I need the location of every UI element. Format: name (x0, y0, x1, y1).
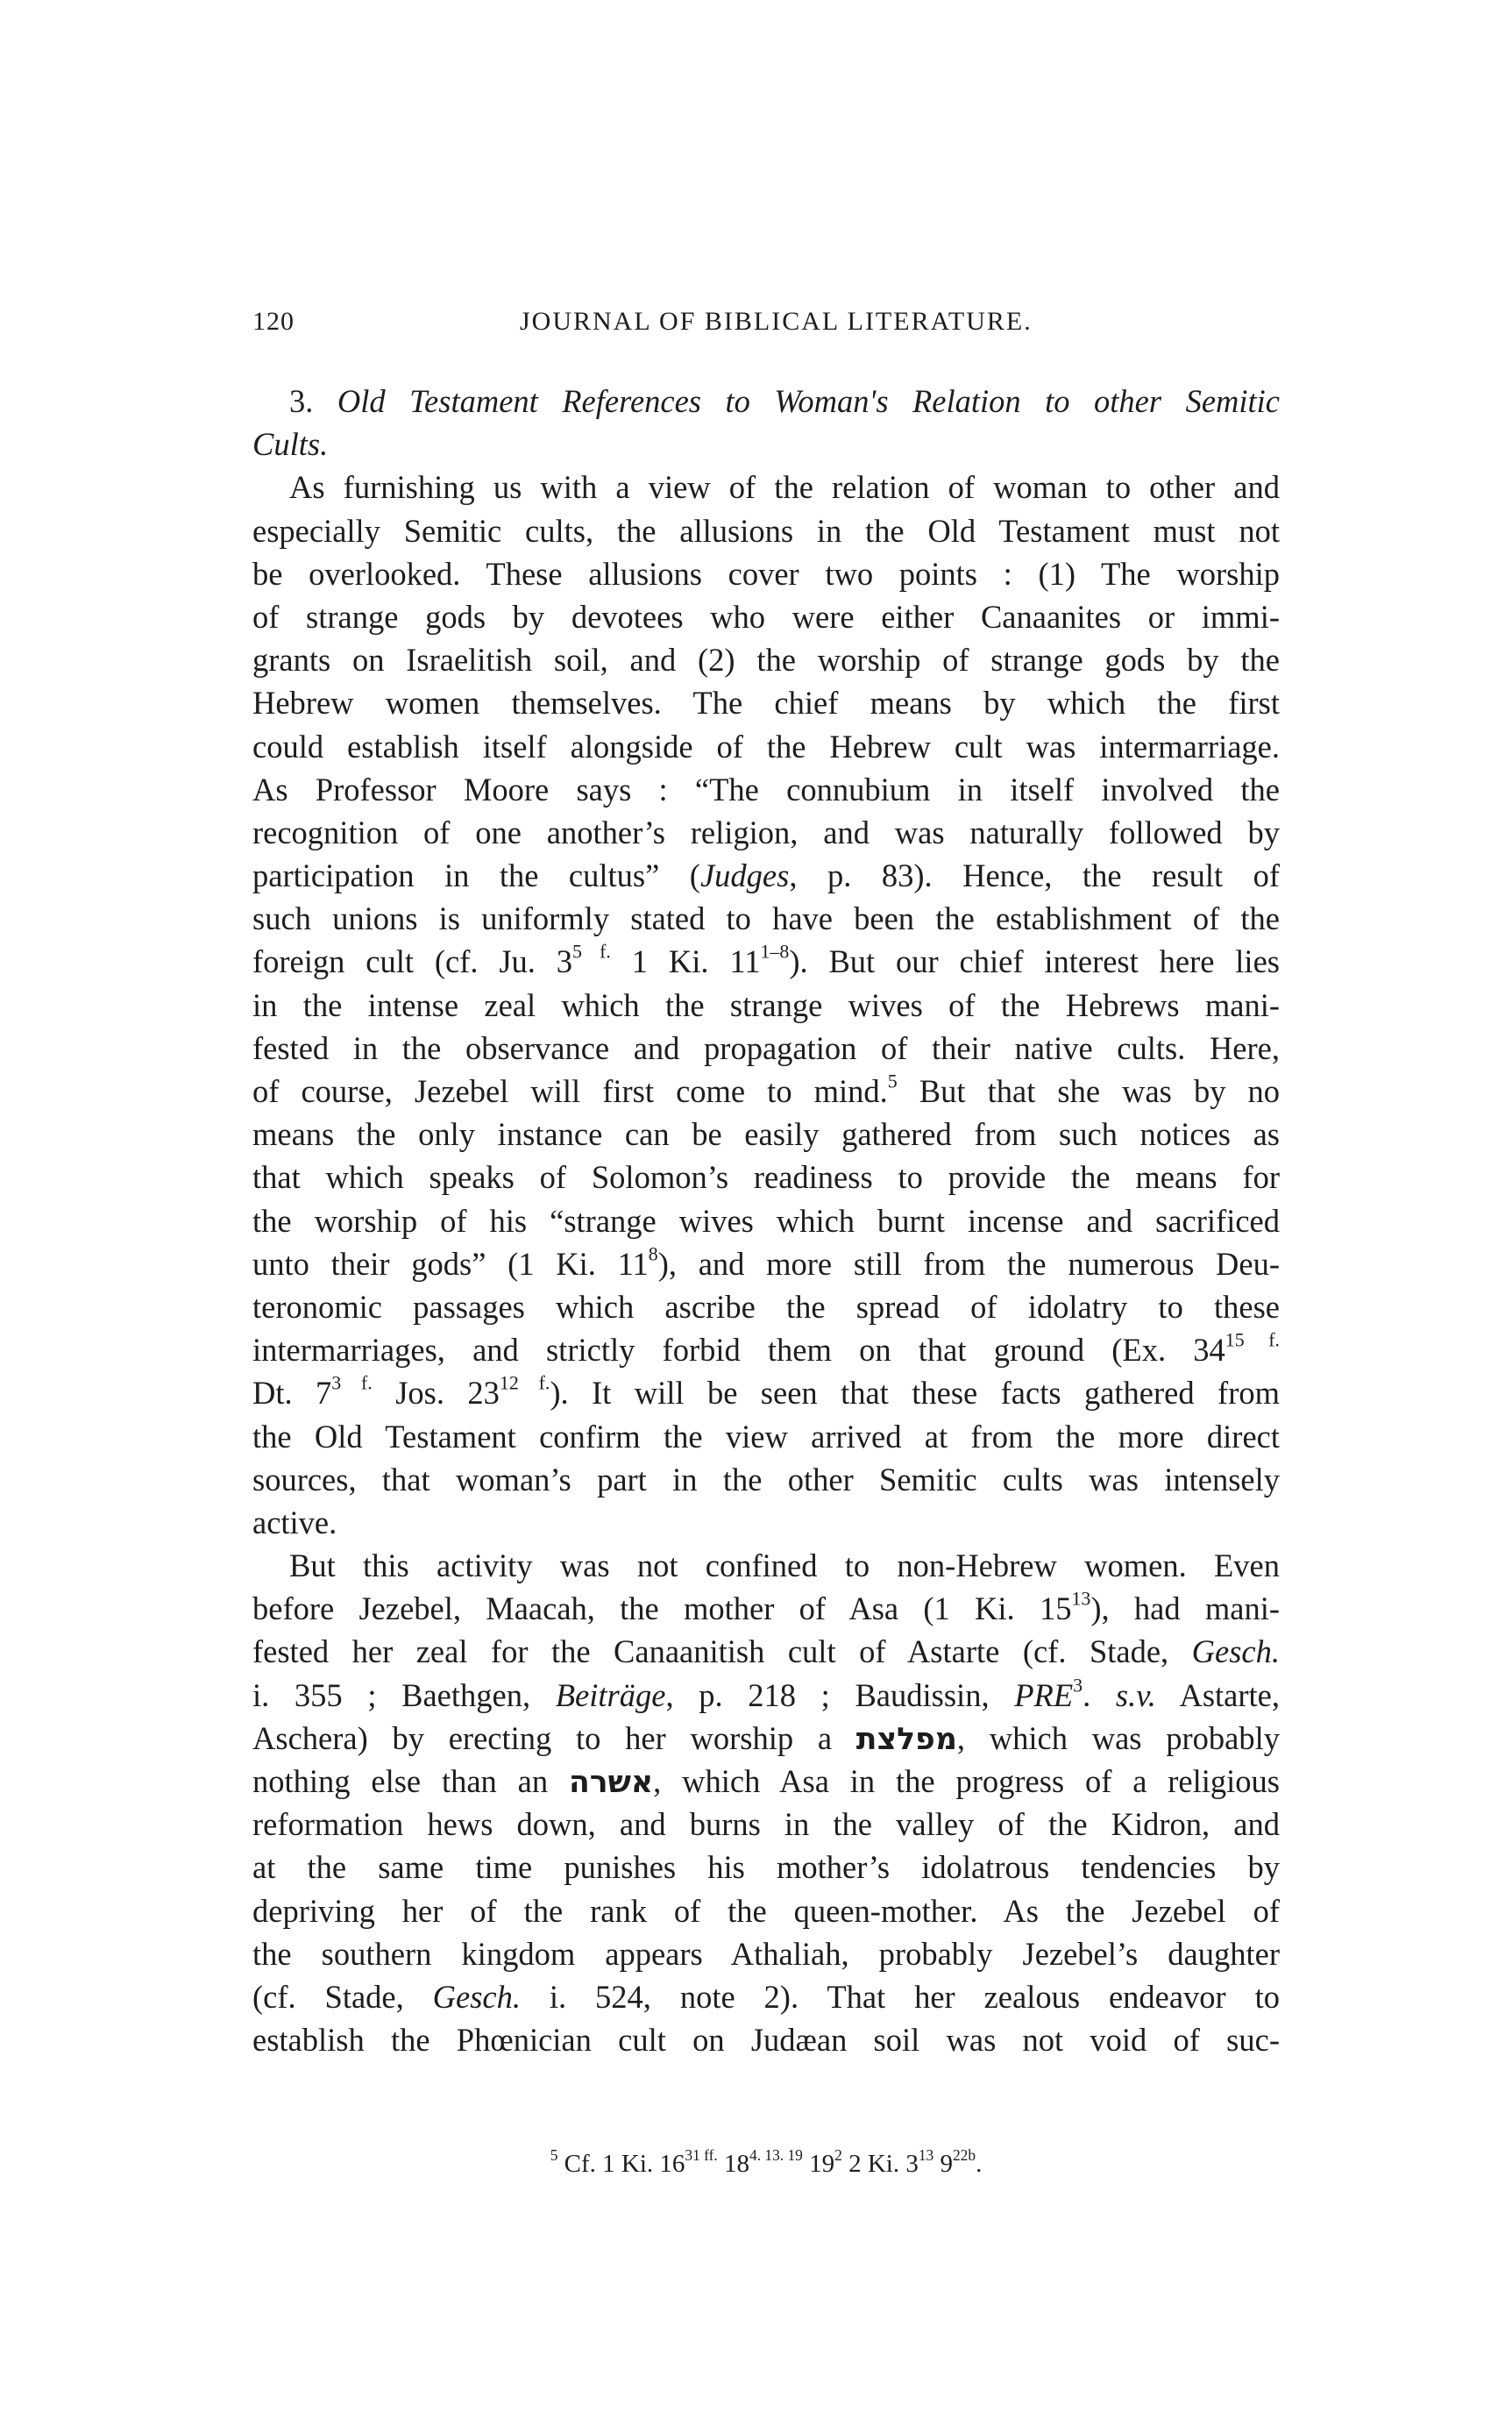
text-run: . (976, 2150, 983, 2178)
abbrev: s.v. (1115, 1676, 1156, 1713)
section-title: Old Testament References to Woman's Relation to other Semitic (337, 383, 1280, 419)
hebrew-word: מפלצת (855, 1721, 957, 1757)
para2-line: establish the Phœnician cult on Judæan soil was not void of suc- (252, 2022, 1280, 2059)
para2-line (252, 1674, 1280, 1717)
para1-line: could establish itself alongside of the Hebrew cult was intermarriage. (252, 728, 1280, 765)
para1-line (252, 1070, 1280, 1113)
text-run: 18 (717, 2150, 749, 2178)
text-run: fested her zeal for the Canaanitish cult of Astarte (cf. Stade, (252, 1633, 1192, 1670)
para1-line: As Professor Moore says : “The connubium in itself involved the (252, 771, 1280, 807)
para2-line: at the same time punishes his mother’s idolatrous tendencies by (252, 1849, 1280, 1886)
section-heading (252, 380, 1280, 423)
book-title: PRE (1014, 1676, 1074, 1713)
footnote (252, 2146, 1280, 2181)
verse-superscript: 2 (834, 2145, 842, 2164)
text-run: . (1083, 1676, 1116, 1713)
para1-line: Hebrew women themselves. The chief means by which the first (252, 685, 1280, 722)
para1-line (252, 1371, 1280, 1414)
text-run: before Jezebel, Maacah, the mother of Asa (1 Ki. 15 (252, 1590, 1072, 1627)
para2-line: the southern kingdom appears Athaliah, probably Jezebel’s daughter (252, 1935, 1280, 1972)
para2-line: reformation hews down, and burns in the valley of the Kidron, and (252, 1806, 1280, 1843)
book-title: Gesch. (1191, 1633, 1280, 1670)
text-run: , p. 83). Hence, the result of (789, 857, 1281, 894)
verse-superscript: 13 (918, 2145, 934, 2164)
text-run: 9 (933, 2150, 953, 2178)
text-run: ), had mani- (1090, 1590, 1280, 1627)
text-run: Astarte, (1155, 1676, 1280, 1713)
text-run: Cf. 1 Ki. 16 (557, 2150, 685, 2178)
para1-line (252, 1328, 1280, 1371)
para2-line (252, 1975, 1280, 2018)
verse-superscript: 1–8 (760, 941, 790, 964)
text-run: ). It will be seen that these facts gathered from (550, 1375, 1280, 1412)
book-title: Gesch. (432, 1978, 521, 2015)
verse-superscript: 31 ff. (685, 2145, 718, 2164)
para1-line: be overlooked. These allusions cover two points : (1) The worship (252, 555, 1280, 592)
text-run: i. 355 ; Baethgen, (252, 1676, 556, 1713)
verse-superscript: 13 (1071, 1587, 1091, 1610)
para1-line: the Old Testament confirm the view arrived at from the more direct (252, 1418, 1280, 1455)
text-run: 1 Ki. 11 (610, 943, 761, 980)
text-run: intermarriages, and strictly forbid them on that ground (Ex. 34 (252, 1332, 1225, 1369)
text-run: i. 524, note 2). That her zealous endeavor to (521, 1978, 1280, 2015)
text-run: , p. 218 ; Baudissin, (665, 1676, 1015, 1713)
text-run: ), and more still from the numerous Deu- (657, 1245, 1280, 1282)
para1-line: that which speaks of Solomon’s readiness to provide the means for (252, 1159, 1280, 1196)
section-title-cont: Cults. (252, 426, 329, 463)
page-header (252, 307, 1280, 345)
para1-line (252, 1242, 1280, 1285)
running-head: JOURNAL OF BIBLICAL LITERATURE. (520, 307, 1033, 336)
para2-line (252, 1717, 1280, 1760)
text-run: 2 Ki. 3 (841, 2150, 919, 2178)
edition-superscript: 3 (1073, 1674, 1083, 1697)
para1-line: fested in the observance and propagation of their native cults. Here, (252, 1029, 1280, 1066)
para2-line: But this activity was not confined to non-Hebrew women. Even (289, 1547, 1280, 1584)
text-run: , which was probably (956, 1719, 1280, 1756)
footnote-marker: 5 (887, 1070, 898, 1092)
body-text (252, 380, 1280, 2061)
book-title: Judges (699, 857, 790, 894)
para1-line: sources, that woman’s part in the other Semitic cults was intensely (252, 1461, 1280, 1498)
text-run: (cf. Stade, (252, 1978, 433, 2015)
para2-line (252, 1587, 1280, 1630)
section-heading-cont (252, 423, 1280, 466)
para1-line: active. (252, 1504, 337, 1540)
para1-line: such unions is uniformly stated to have been the establishment of the (252, 900, 1280, 937)
para1-line: grants on Israelitish soil, and (2) the worship of strange gods by the (252, 642, 1280, 679)
para1-line: means the only instance can be easily gathered from such notices as (252, 1116, 1280, 1153)
verse-superscript: 8 (648, 1242, 658, 1265)
para2-line (252, 1630, 1280, 1673)
text-run: Jos. 23 (372, 1375, 500, 1412)
para1-line: in the intense zeal which the strange wives of the Hebrews mani- (252, 986, 1280, 1023)
text-run: 19 (802, 2150, 835, 2178)
text-run: participation in the cultus” ( (252, 857, 700, 894)
para1-line: teronomic passages which ascribe the spread of idolatry to these (252, 1288, 1280, 1325)
para2-line: depriving her of the rank of the queen-mother. As the Jezebel of (252, 1892, 1280, 1929)
text-run: unto their gods” (1 Ki. 11 (252, 1245, 649, 1282)
text-run: of course, Jezebel will first come to mind. (252, 1073, 888, 1109)
text-run: , which Asa in the progress of a religious (653, 1763, 1280, 1799)
verse-superscript: 5 f. (572, 941, 611, 964)
section-number: 3. (289, 383, 314, 419)
text-run: Dt. 7 (252, 1375, 332, 1412)
hebrew-word: אשרה (568, 1765, 654, 1800)
text-run: But that she was by no (897, 1073, 1281, 1109)
verse-superscript: 12 f. (499, 1371, 550, 1394)
verse-superscript: 22b (952, 2145, 976, 2164)
para1-line: especially Semitic cults, the allusions in the Old Testament must not (252, 512, 1280, 549)
text-run: ). But our chief interest here lies (789, 943, 1280, 980)
verse-superscript: 3 f. (331, 1371, 373, 1394)
page-number: 120 (252, 307, 295, 336)
text-run: Aschera) by erecting to her worship a (252, 1719, 856, 1756)
para1-line: recognition of one another’s religion, and was naturally followed by (252, 814, 1280, 850)
para1-line: the worship of his “strange wives which burnt incense and sacrificed (252, 1202, 1280, 1239)
verse-superscript: 4. 13. 19 (749, 2145, 803, 2164)
text-run: foreign cult (cf. Ju. 3 (252, 943, 572, 980)
para1-line: of strange gods by devotees who were either Canaanites or immi- (252, 598, 1280, 635)
footnote-number: 5 (550, 2145, 558, 2164)
para1-line: As furnishing us with a view of the relation of woman to other and (289, 469, 1280, 506)
book-title: Beiträge (555, 1676, 666, 1713)
text-run: nothing else than an (252, 1763, 569, 1799)
verse-superscript: 15 f. (1225, 1328, 1280, 1351)
para1-line (252, 940, 1280, 983)
para2-line (252, 1760, 1280, 1803)
para1-line (252, 854, 1280, 897)
